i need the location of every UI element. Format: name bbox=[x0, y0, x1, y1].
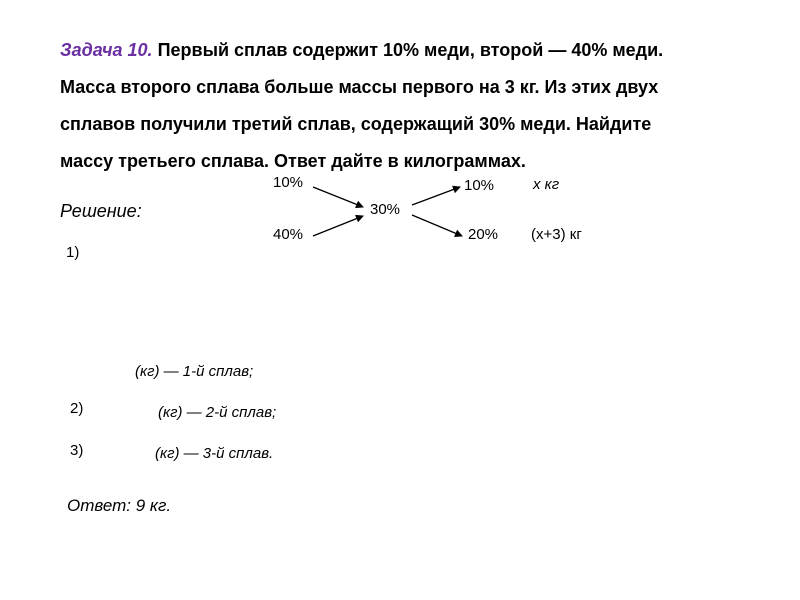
scheme-bottom-left: 40% bbox=[273, 226, 304, 243]
step-1-text: (кг) — 1-й сплав; bbox=[135, 363, 254, 380]
arrow-top-right bbox=[412, 187, 460, 205]
scheme-mass-top: х кг bbox=[533, 176, 560, 193]
step-3-number: 3) bbox=[70, 442, 84, 459]
problem-line-1: Задача 10. Первый сплав содержит 10% меди, второй — 40% меди. bbox=[60, 40, 664, 60]
step-2-text: (кг) — 2-й сплав; bbox=[158, 404, 277, 421]
arrow-bottom-left bbox=[313, 216, 363, 236]
problem-line-3: сплавов получили третий сплав, содержащий 30% меди. Найдите bbox=[60, 114, 652, 134]
step-2-number: 2) bbox=[70, 400, 84, 417]
answer: Ответ: 9 кг. bbox=[67, 496, 172, 515]
scheme-bottom-right: 20% bbox=[468, 226, 499, 243]
arrow-top-left bbox=[313, 187, 363, 207]
problem-label: Задача 10. bbox=[60, 40, 153, 60]
solution-label: Решение: bbox=[60, 201, 142, 221]
scheme-center: 30% bbox=[370, 201, 401, 218]
step-3-text: (кг) — 3-й сплав. bbox=[155, 445, 274, 462]
problem-line-4: массу третьего сплава. Ответ дайте в килограммах. bbox=[60, 151, 526, 171]
step-1-number: 1) bbox=[66, 244, 80, 261]
scheme-top-left: 10% bbox=[273, 174, 304, 191]
scheme-mass-bottom: (х+3) кг bbox=[531, 226, 582, 243]
arrow-bottom-right bbox=[412, 215, 462, 236]
problem-statement bbox=[60, 32, 663, 180]
problem-line-2: Масса второго сплава больше массы первого на 3 кг. Из этих двух bbox=[60, 77, 659, 97]
scheme-top-right: 10% bbox=[464, 177, 495, 194]
